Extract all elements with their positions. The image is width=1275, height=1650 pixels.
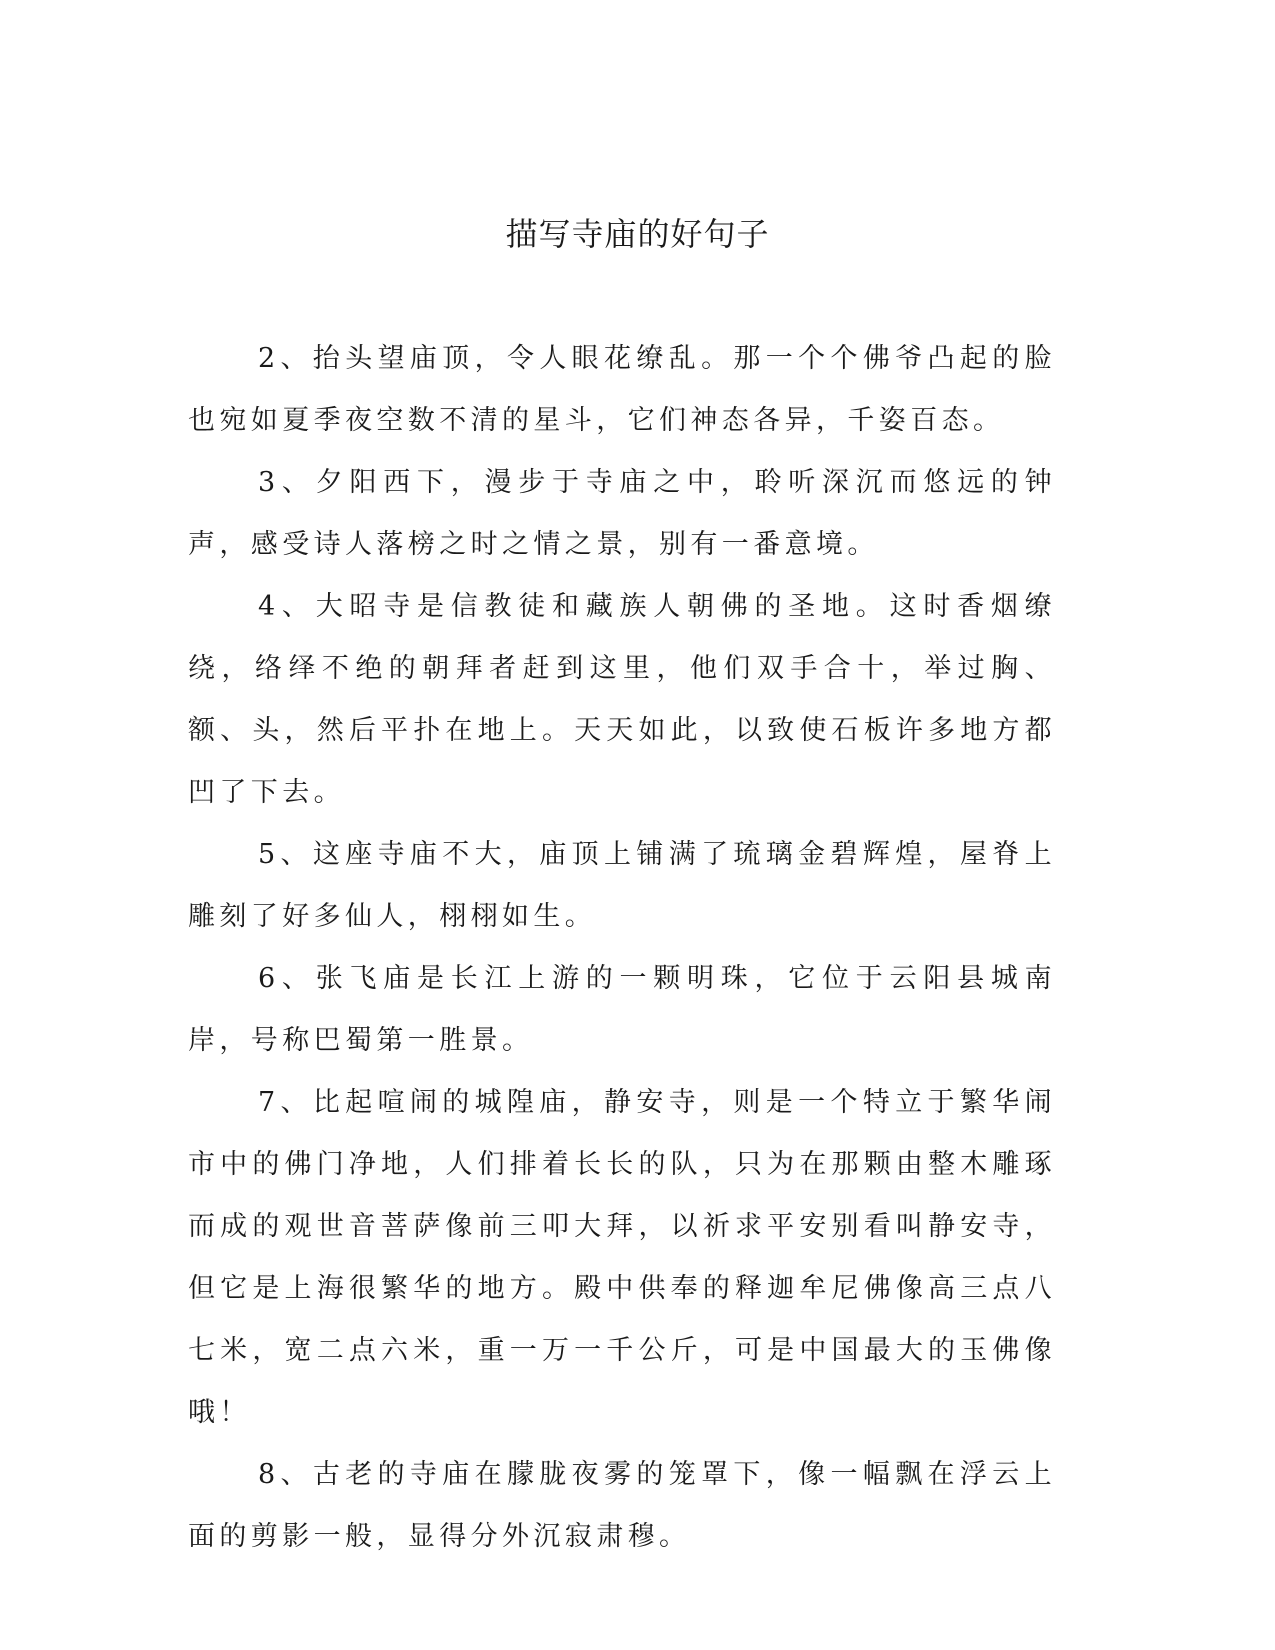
- paragraph-3: 3、夕阳西下，漫步于寺庙之中，聆听深沉而悠远的钟声，感受诗人落榜之时之情之景，别有一番意境。: [188, 467, 1056, 560]
- paragraph-6: 6、张飞庙是长江上游的一颗明珠，它位于云阳县城南岸，号称巴蜀第一胜景。: [188, 963, 1056, 1056]
- document-title: 描写寺庙的好句子: [505, 215, 770, 253]
- paragraph-5: 5、这座寺庙不大，庙顶上铺满了琉璃金碧辉煌，屋脊上雕刻了好多仙人，栩栩如生。: [188, 839, 1056, 932]
- paragraph-2: 2、抬头望庙顶，令人眼花缭乱。那一个个佛爷凸起的脸也宛如夏季夜空数不清的星斗，它们神态各异，千姿百态。: [188, 343, 1056, 436]
- paragraph-4: 4、大昭寺是信教徒和藏族人朝佛的圣地。这时香烟缭绕，络绎不绝的朝拜者赶到这里，他们双手合十，举过胸、额、头，然后平扑在地上。天天如此，以致使石板许多地方都凹了下去。: [188, 591, 1056, 808]
- paragraph-8: 8、古老的寺庙在朦胧夜雾的笼罩下，像一幅飘在浮云上面的剪影一般，显得分外沉寂肃穆。: [188, 1459, 1056, 1552]
- document-body: [188, 328, 1056, 1568]
- paragraph-7: 7、比起喧闹的城隍庙，静安寺，则是一个特立于繁华闹市中的佛门净地，人们排着长长的队，只为在那颗由整木雕琢而成的观世音菩萨像前三叩大拜，以祈求平安别看叫静安寺，但它是上海很繁华的地方。殿中供奉的释迦牟尼佛像高三点八七米，宽二点六米，重一万一千公斤，可是中国最大的玉佛像哦！: [188, 1087, 1056, 1428]
